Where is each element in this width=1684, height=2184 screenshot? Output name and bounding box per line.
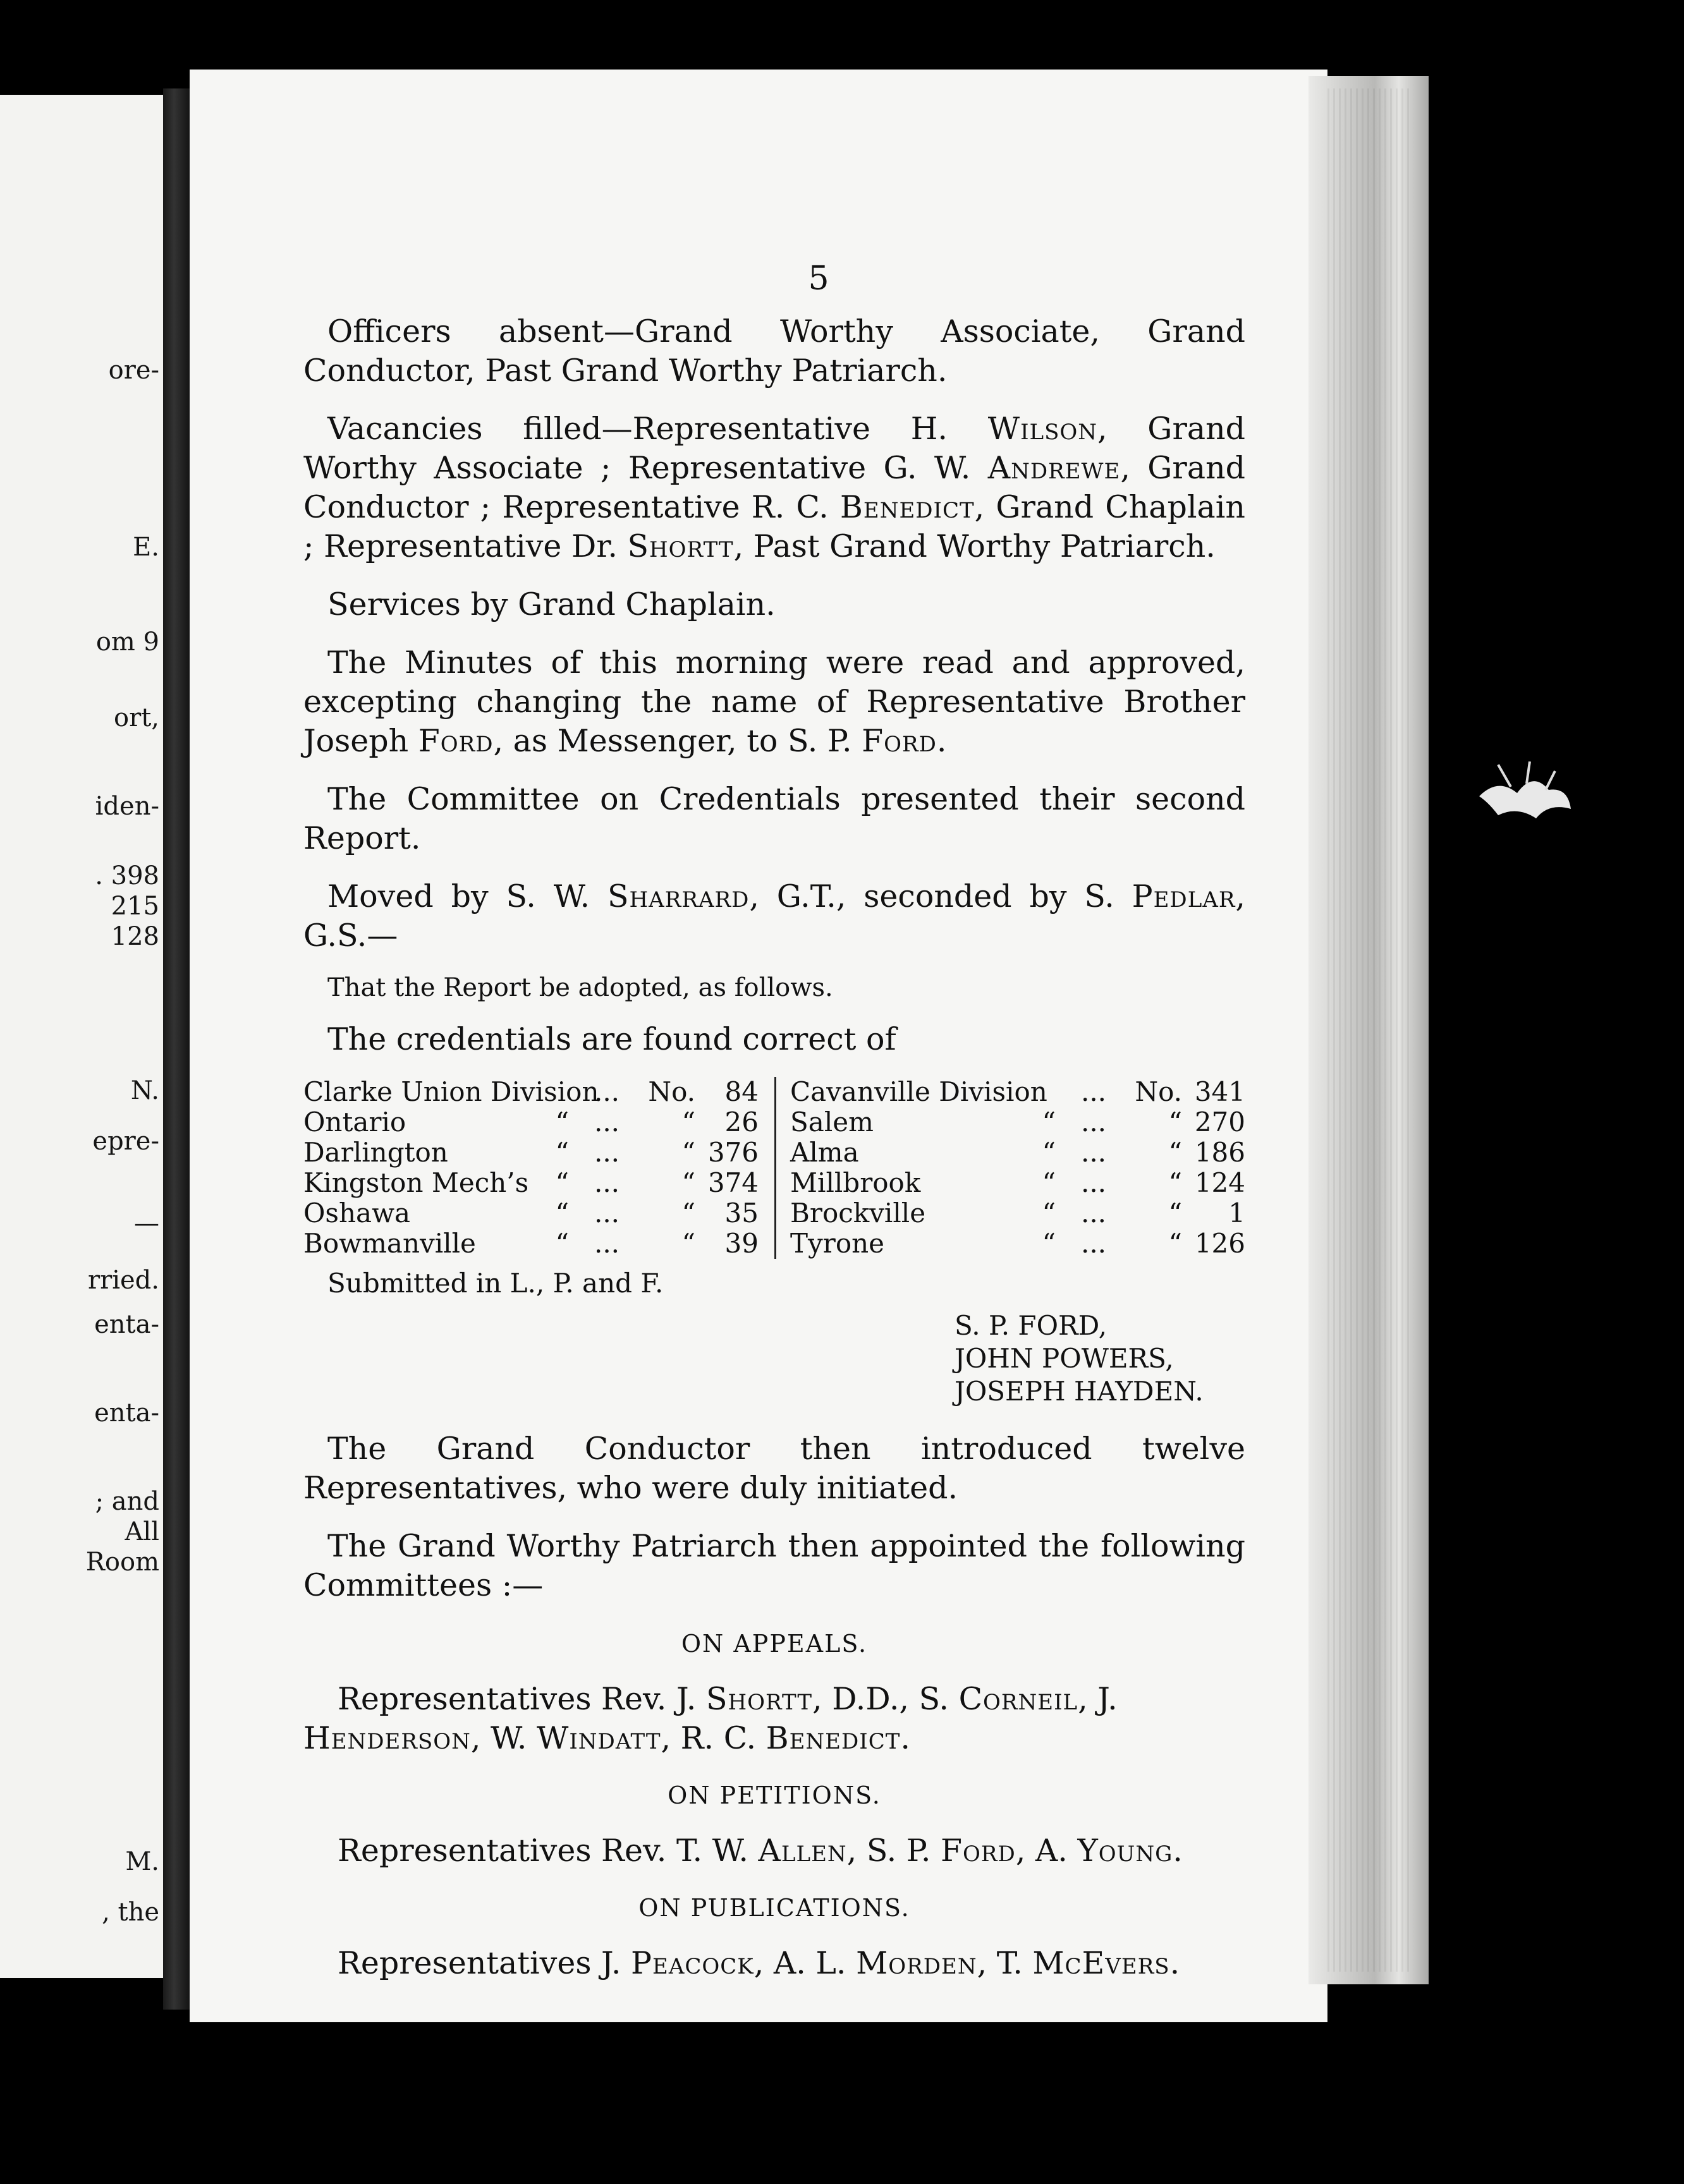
division-name: Salem “	[790, 1107, 1056, 1138]
division-number: 35	[724, 1198, 759, 1228]
vacancies-filled: Vacancies filled—Representative H. Wilson, Grand Worthy Associate ; Representative G. W. Andrewe, Grand Conductor ; Representative R. C. Benedict, Grand Chaplain ; Representative Dr. Shortt, Past Grand Worthy Patriarch.	[303, 411, 1245, 564]
leader-dots: ...	[594, 1076, 620, 1107]
left-margin-fragment: —	[134, 1209, 159, 1238]
left-margin-fragment: om 9	[95, 628, 159, 657]
heading-on-petitions: ON PETITIONS.	[668, 1781, 881, 1809]
signer: JOHN POWERS,	[955, 1343, 1174, 1374]
credential-row	[303, 1077, 774, 1107]
leader-dots: ...	[594, 1107, 620, 1138]
number-label: “	[1168, 1167, 1182, 1198]
committee-report: The Committee on Credentials presented their second Report.	[303, 781, 1245, 856]
credential-row	[790, 1077, 1245, 1107]
left-margin-fragment: , the	[102, 1898, 159, 1927]
credential-row	[790, 1228, 1245, 1259]
left-margin-fragment: enta-	[94, 1310, 159, 1339]
petitions-members: Representatives Rev. T. W. Allen, S. P. Ford, A. Young.	[338, 1833, 1183, 1869]
left-margin-fragment: rried.	[87, 1266, 159, 1295]
division-name: Darlington “	[303, 1137, 569, 1168]
left-margin-fragment: iden-	[95, 792, 159, 821]
leader-dots: ...	[1080, 1167, 1107, 1198]
left-margin-fragment: epre-	[92, 1127, 159, 1156]
services-line: Services by Grand Chaplain.	[327, 586, 776, 622]
ditto-mark: “	[1042, 1167, 1056, 1198]
credential-row	[303, 1138, 774, 1168]
ditto-mark: “	[1042, 1137, 1056, 1168]
appeals-members: Representatives Rev. J. Shortt, D.D., S. Corneil, J. Henderson, W. Windatt, R. C. Benedict.	[303, 1681, 1118, 1756]
dust-speck	[1473, 758, 1574, 828]
number-label: “	[1168, 1107, 1182, 1138]
division-name: Oshawa “	[303, 1198, 569, 1228]
division-name: Brockville “	[790, 1198, 1056, 1228]
heading-on-appeals: ON APPEALS.	[681, 1630, 868, 1658]
signer: JOSEPH HAYDEN.	[955, 1376, 1204, 1407]
left-margin-fragment: 215	[111, 892, 159, 921]
left-margin-fragment: Room	[85, 1548, 159, 1577]
page-edge-lines	[1327, 88, 1410, 1972]
adoption-line: That the Report be adopted, as follows.	[327, 973, 833, 1002]
division-number: 84	[724, 1076, 759, 1107]
leader-dots: ...	[1080, 1107, 1107, 1138]
number-label: “	[1168, 1198, 1182, 1228]
division-number: 126	[1194, 1228, 1245, 1259]
division-name: Bowmanville “	[303, 1228, 569, 1259]
appointed-paragraph: The Grand Worthy Patriarch then appointed the following Committees :—	[303, 1528, 1245, 1603]
credential-row	[303, 1198, 774, 1228]
ditto-mark: “	[1042, 1107, 1056, 1138]
number-label: No.	[648, 1076, 695, 1107]
division-name: Clarke Union Division	[303, 1076, 599, 1107]
credentials-left-column	[303, 1077, 774, 1259]
credential-row	[303, 1107, 774, 1138]
credentials-table	[303, 1077, 1245, 1259]
left-margin-fragment: enta-	[94, 1398, 159, 1428]
book-gutter	[163, 88, 191, 2010]
division-number: 270	[1194, 1107, 1245, 1138]
leader-dots: ...	[1080, 1198, 1107, 1228]
division-number: 186	[1194, 1137, 1245, 1168]
page-body	[303, 259, 1245, 2001]
signers	[955, 1309, 1245, 1408]
motion-paragraph: Moved by S. W. Sharrard, G.T., seconded by S. Pedlar, G.S.—	[303, 878, 1245, 954]
left-margin-fragment: ; and	[95, 1487, 159, 1516]
number-label: “	[1168, 1228, 1182, 1259]
division-number: 341	[1194, 1076, 1245, 1107]
heading-on-publications: ON PUBLICATIONS.	[638, 1894, 910, 1922]
number-label: “	[681, 1107, 695, 1138]
number-label: No.	[1135, 1076, 1182, 1107]
credential-row	[303, 1168, 774, 1198]
number-label: “	[1168, 1137, 1182, 1168]
division-number: 376	[707, 1137, 759, 1168]
division-name: Kingston Mech’s “	[303, 1167, 569, 1198]
credentials-intro: The credentials are found correct of	[327, 1021, 896, 1057]
division-name: Millbrook “	[790, 1167, 1056, 1198]
division-number: 1	[1228, 1198, 1245, 1228]
left-margin-fragment: 128	[111, 922, 159, 951]
left-margin-fragment: E.	[133, 533, 159, 562]
division-number: 26	[724, 1107, 759, 1138]
left-margin-fragment: ort,	[114, 703, 159, 732]
credential-row	[790, 1198, 1245, 1228]
left-margin-fragment: All	[125, 1517, 159, 1546]
number-label: “	[681, 1228, 695, 1259]
leader-dots: ...	[594, 1198, 620, 1228]
division-number: 374	[707, 1167, 759, 1198]
ditto-mark: “	[1042, 1228, 1056, 1259]
ditto-mark: “	[555, 1198, 569, 1228]
division-name: Tyrone “	[790, 1228, 1056, 1259]
left-margin-fragment: M.	[125, 1847, 159, 1876]
ditto-mark: “	[555, 1107, 569, 1138]
minutes-paragraph: The Minutes of this morning were read and approved, excepting changing the name of Representative Brother Joseph Ford, as Messenger, to S. P. Ford.	[303, 645, 1245, 759]
submitted-line: Submitted in L., P. and F.	[327, 1268, 664, 1299]
credential-row	[790, 1168, 1245, 1198]
left-margin-fragment: . 398	[95, 861, 159, 890]
left-margin-fragment: ore-	[108, 356, 159, 385]
division-name: Ontario “	[303, 1107, 569, 1138]
division-number: 39	[724, 1228, 759, 1259]
leader-dots: ...	[594, 1167, 620, 1198]
division-number: 124	[1194, 1167, 1245, 1198]
ditto-mark: “	[555, 1228, 569, 1259]
number-label: “	[681, 1198, 695, 1228]
leader-dots: ...	[1080, 1228, 1107, 1259]
page-number: 5	[808, 260, 829, 298]
leader-dots: ...	[1080, 1137, 1107, 1168]
signer: S. P. FORD,	[955, 1310, 1107, 1341]
publications-members: Representatives J. Peacock, A. L. Morden, T. McEvers.	[338, 1945, 1180, 1981]
ditto-mark: “	[555, 1137, 569, 1168]
leader-dots: ...	[594, 1228, 620, 1259]
credential-row	[303, 1228, 774, 1259]
introduced-paragraph: The Grand Conductor then introduced twelve Representatives, who were duly initiated.	[303, 1431, 1245, 1506]
credentials-right-column	[774, 1077, 1245, 1259]
division-name: Cavanville Division	[790, 1076, 1047, 1107]
officers-absent: Officers absent—Grand Worthy Associate, Grand Conductor, Past Grand Worthy Patriarch.	[303, 313, 1245, 389]
left-margin-fragment: N.	[130, 1076, 159, 1105]
leader-dots: ...	[594, 1137, 620, 1168]
credential-row	[790, 1138, 1245, 1168]
ditto-mark: “	[1042, 1198, 1056, 1228]
credential-row	[790, 1107, 1245, 1138]
ditto-mark: “	[555, 1167, 569, 1198]
division-name: Alma “	[790, 1137, 1056, 1168]
number-label: “	[681, 1137, 695, 1168]
number-label: “	[681, 1167, 695, 1198]
leader-dots: ...	[1080, 1076, 1107, 1107]
